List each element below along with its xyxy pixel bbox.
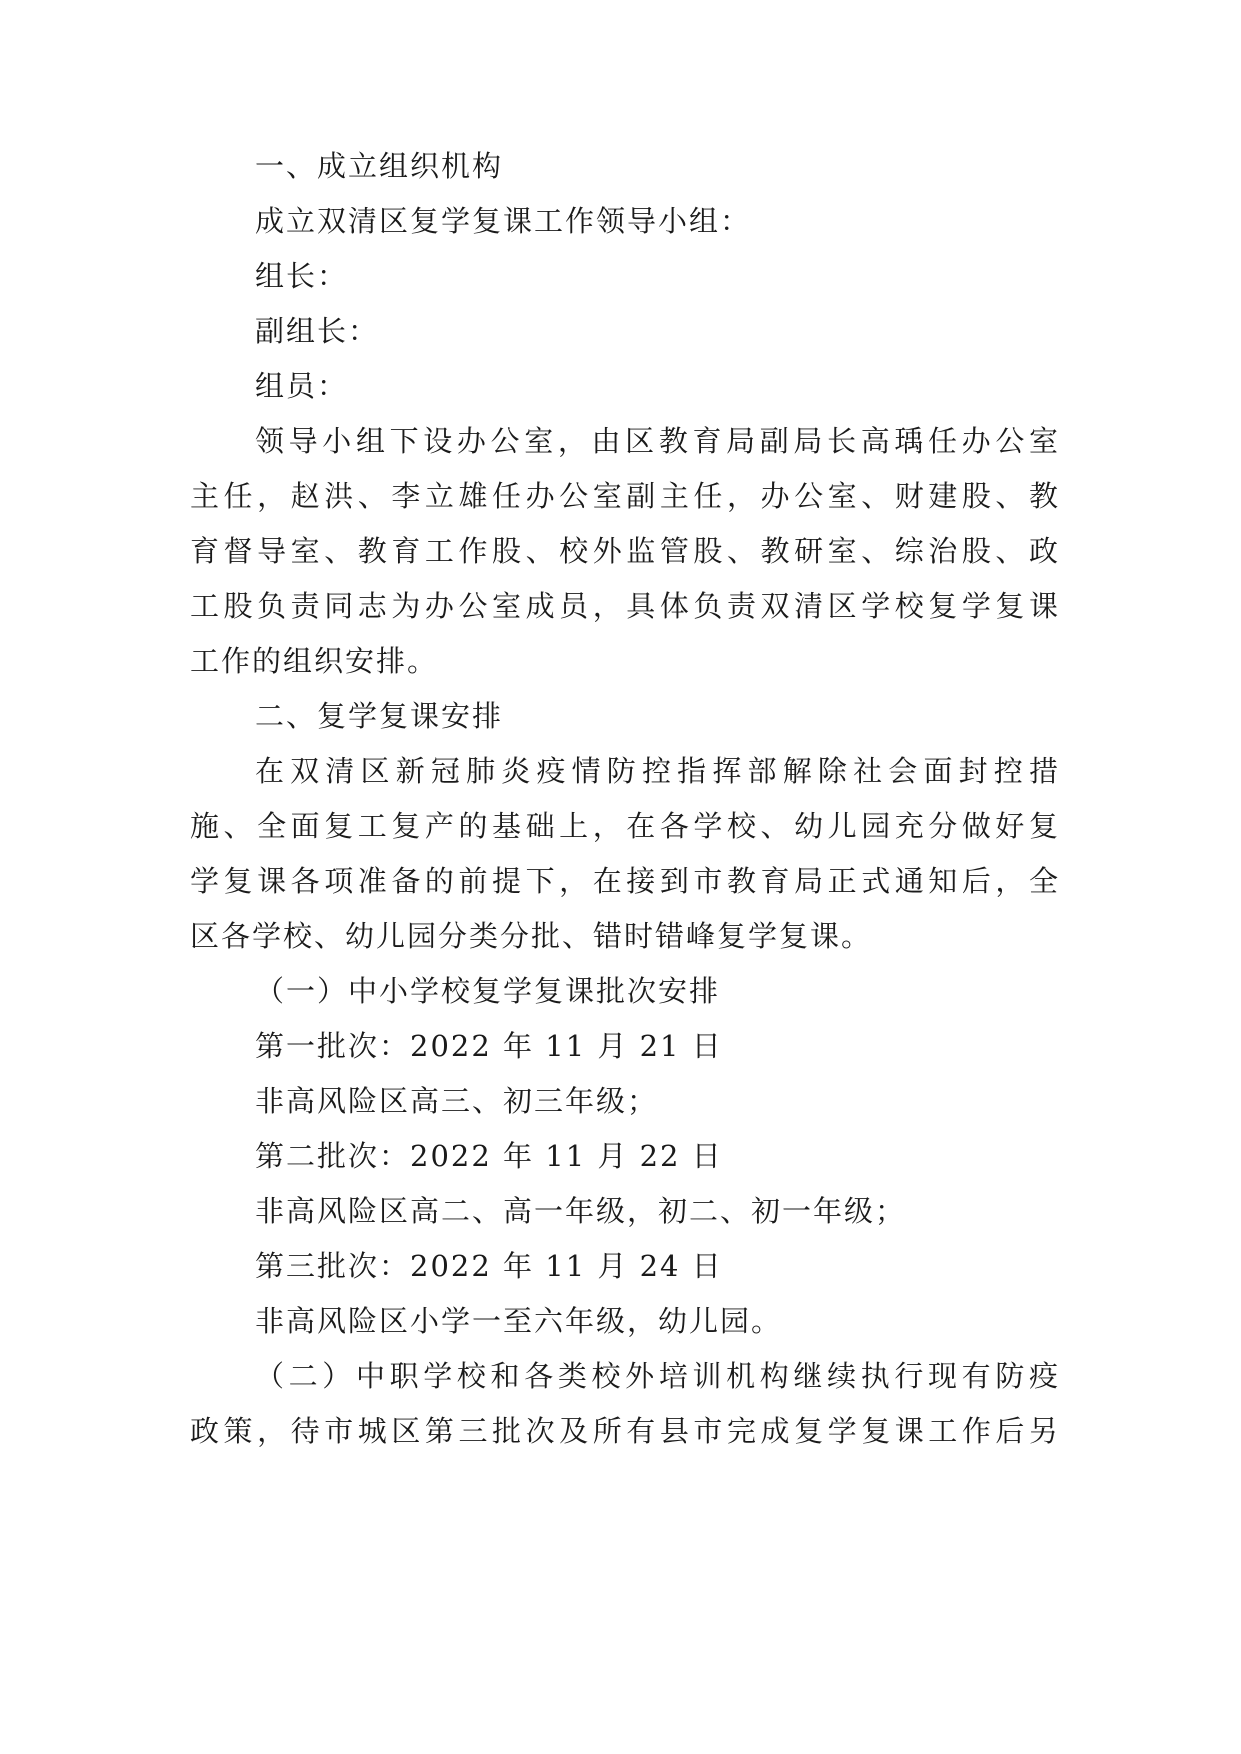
batch-scope-2: 非高风险区高二、高一年级，初二、初一年级；	[255, 1194, 907, 1228]
paragraph-line: 领导小组下设办公室，由区教育局副局长高瑀任办公室	[255, 424, 1060, 458]
subsection-heading-2: （二）中职学校和各类校外培训机构继续执行现有防疫	[255, 1359, 1060, 1393]
batch-date-3: 第三批次：2022 年 11 月 24 日	[255, 1249, 723, 1283]
batch-date-2: 第二批次：2022 年 11 月 22 日	[255, 1139, 723, 1173]
paragraph-line: 成立双清区复学复课工作领导小组：	[255, 204, 752, 238]
paragraph-line: 组员：	[255, 369, 349, 403]
batch-date-1: 第一批次：2022 年 11 月 21 日	[255, 1029, 723, 1063]
paragraph-line: 工作的组织安排。	[190, 644, 439, 678]
paragraph-line: 在双清区新冠肺炎疫情防控指挥部解除社会面封控措	[255, 754, 1060, 788]
paragraph-line: 育督导室、教育工作股、校外监管股、教研室、综治股、政	[190, 534, 1060, 568]
paragraph-line: 区各学校、幼儿园分类分批、错时错峰复学复课。	[190, 919, 873, 953]
batch-scope-1: 非高风险区高三、初三年级；	[255, 1084, 659, 1118]
paragraph-line: 政策，待市城区第三批次及所有县市完成复学复课工作后另	[190, 1414, 1060, 1448]
section-heading-1: 一、成立组织机构	[255, 149, 504, 183]
paragraph-line: 工股负责同志为办公室成员，具体负责双清区学校复学复课	[190, 589, 1060, 623]
paragraph-line: 副组长：	[255, 314, 380, 348]
paragraph-line: 施、全面复工复产的基础上，在各学校、幼儿园充分做好复	[190, 809, 1060, 843]
batch-scope-3: 非高风险区小学一至六年级，幼儿园。	[255, 1304, 783, 1338]
paragraph-line: 学复课各项准备的前提下，在接到市教育局正式通知后，全	[190, 864, 1060, 898]
paragraph-line: 组长：	[255, 259, 349, 293]
subsection-heading-1: （一）中小学校复学复课批次安排	[255, 974, 721, 1008]
paragraph-line: 主任，赵洪、李立雄任办公室副主任，办公室、财建股、教	[190, 479, 1060, 513]
section-heading-2: 二、复学复课安排	[255, 699, 504, 733]
